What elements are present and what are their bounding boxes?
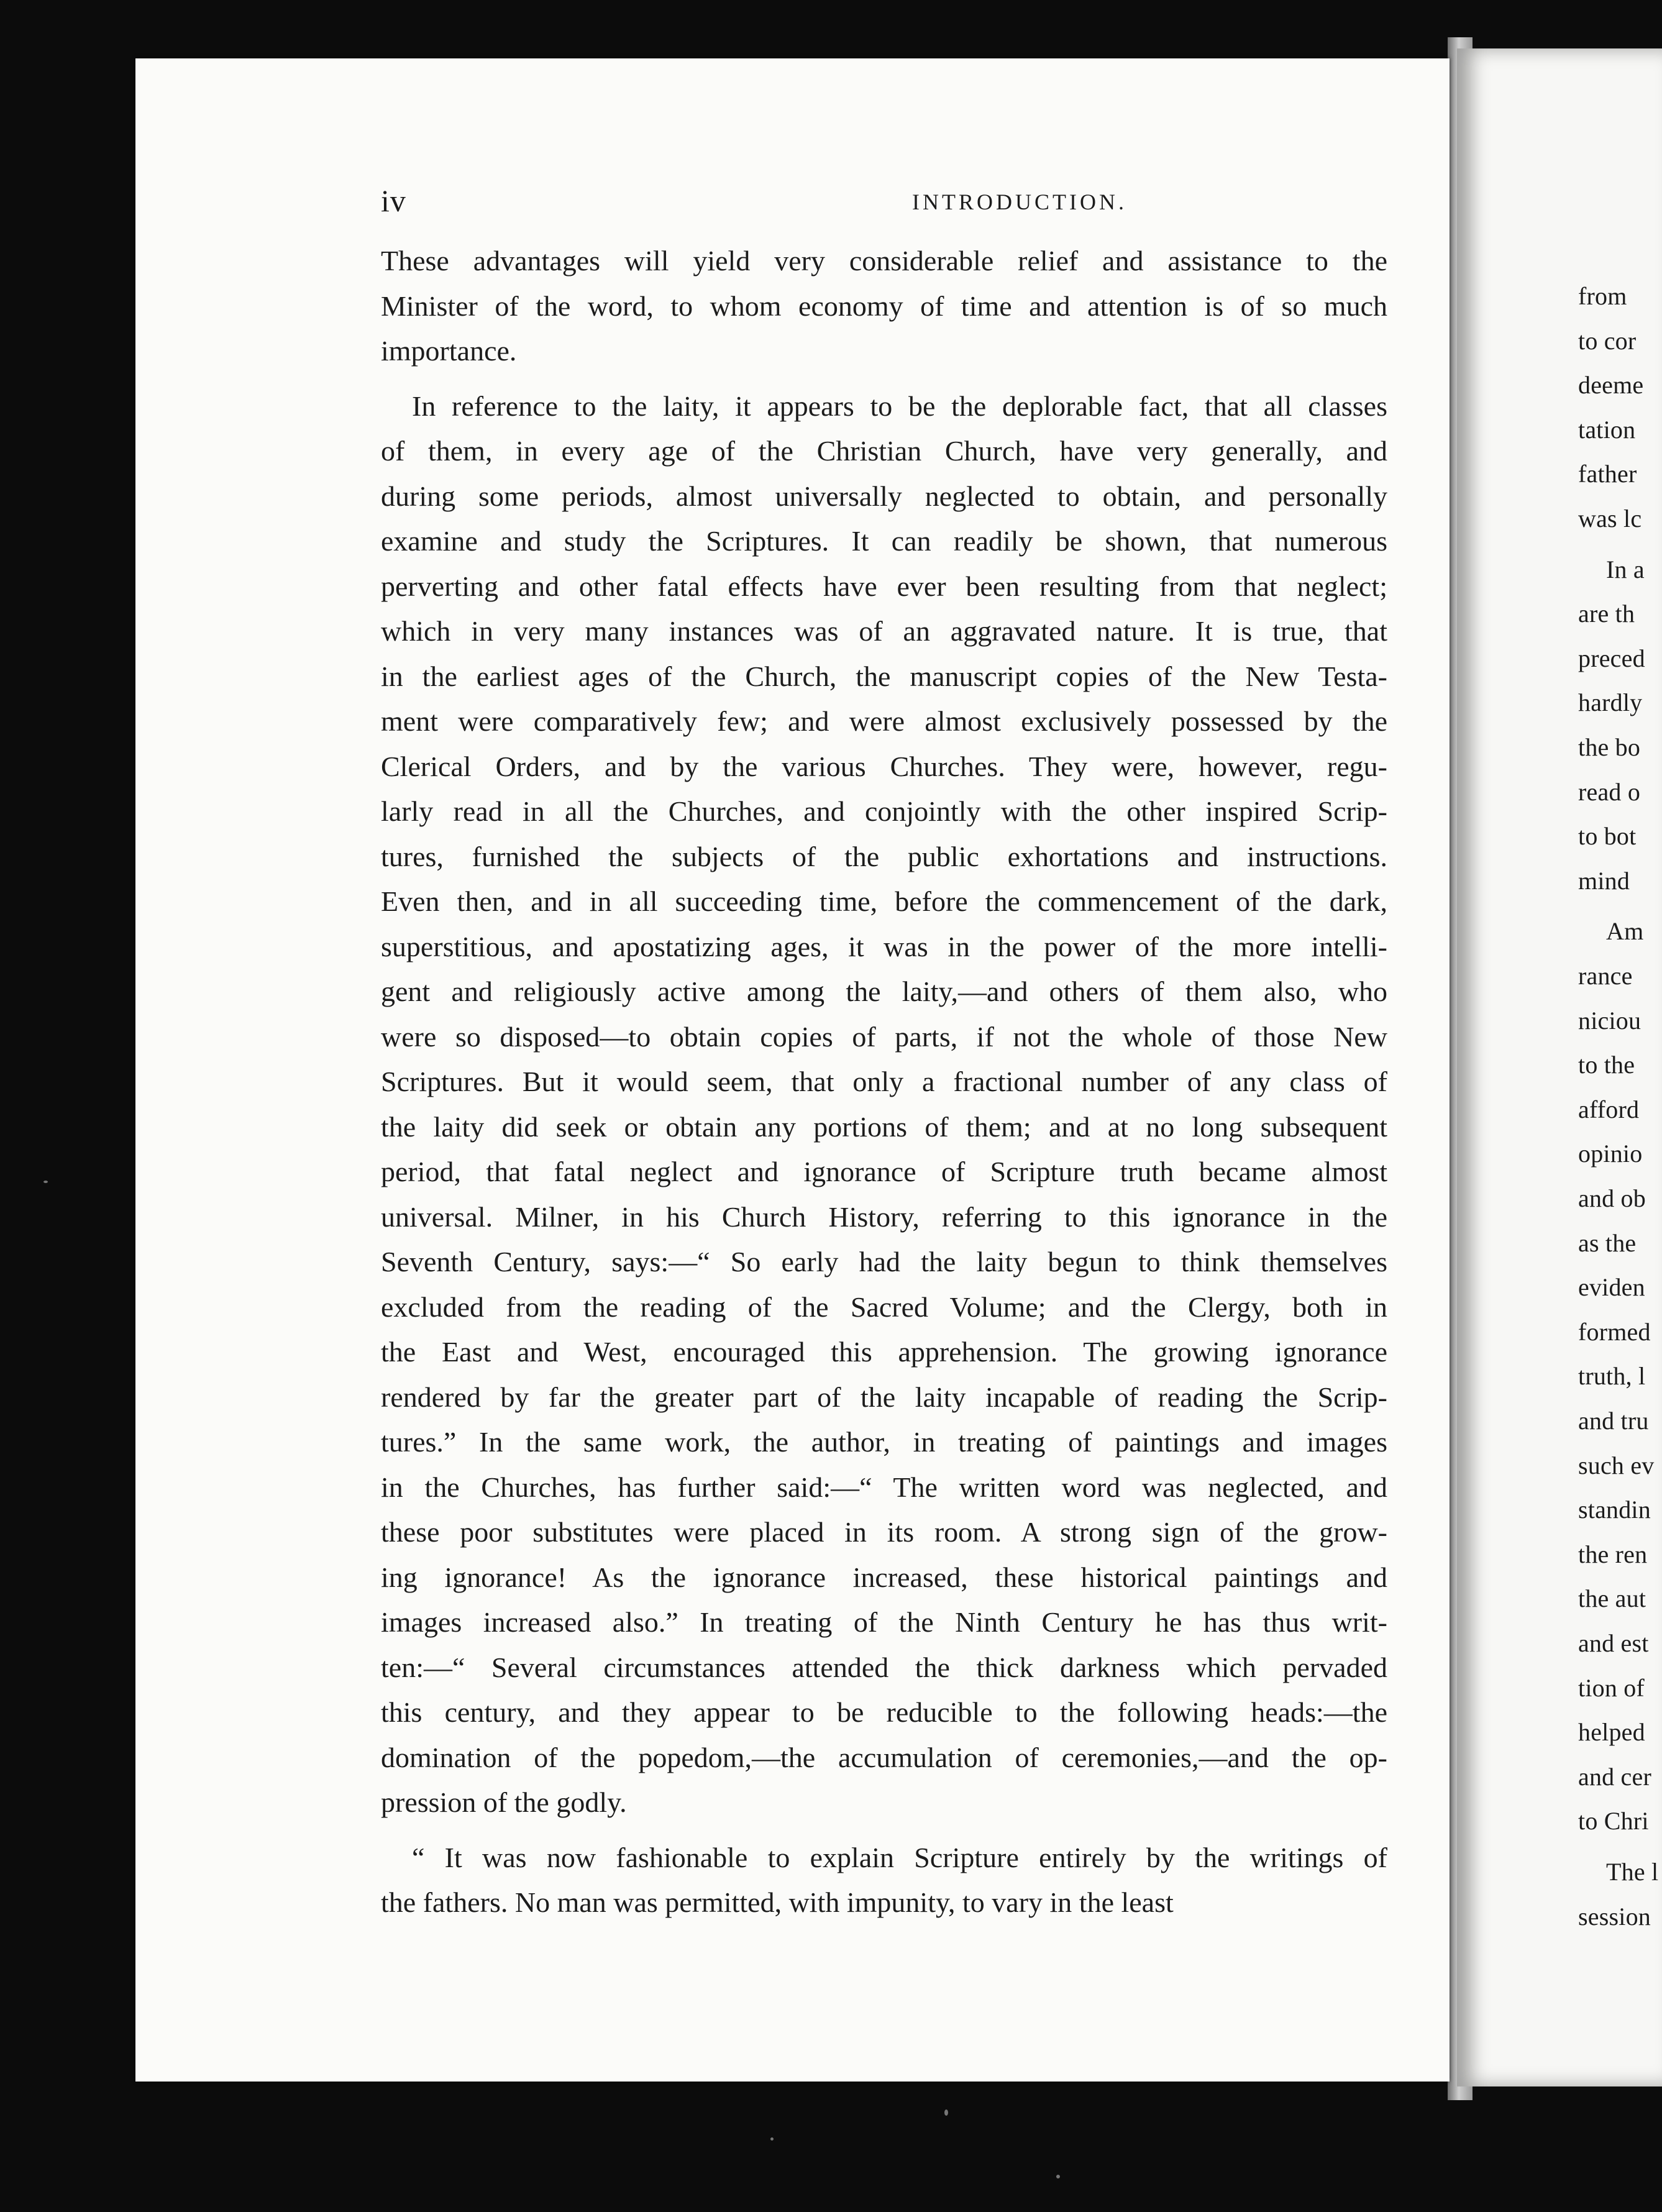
next-page-line: mind: [1578, 867, 1630, 895]
text-line: universal. Milner, in his Church History, referring to this ignorance in the: [381, 1200, 1387, 1233]
next-page-line: Am: [1606, 917, 1644, 945]
text-line: domination of the popedom,—the accumulation of ceremonies,—and the op-: [381, 1741, 1387, 1773]
text-line: Even then, and in all succeeding time, before the commencement of the dark,: [381, 885, 1387, 917]
next-page-line: opinio: [1578, 1140, 1643, 1168]
next-page-line: to the: [1578, 1051, 1635, 1079]
text-line: pression of the godly.: [381, 1786, 627, 1818]
text-line: superstitious, and apostatizing ages, it was in the power of the more intelli-: [381, 930, 1387, 962]
text-line: ten:—“ Several circumstances attended the thick darkness which pervaded: [381, 1651, 1387, 1683]
next-page-line: niciou: [1578, 1007, 1641, 1035]
next-page-line: truth, l: [1578, 1362, 1646, 1390]
text-line: rendered by far the greater part of the laity incapable of reading the Scrip-: [381, 1381, 1387, 1413]
text-line: examine and study the Scriptures. It can readily be shown, that numerous: [381, 525, 1387, 557]
next-page-line: to Chri: [1578, 1807, 1649, 1835]
text-line: the laity did seek or obtain any portions of them; and at no long subsequent: [381, 1110, 1387, 1143]
next-page-line: tion of: [1578, 1674, 1645, 1702]
next-page-line: and tru: [1578, 1407, 1649, 1435]
text-line: In reference to the laity, it appears to be the deplorable fact, that all classes: [412, 390, 1387, 422]
text-line: Minister of the word, to whom economy of time and attention is of so much: [381, 290, 1387, 322]
next-page-line: from: [1578, 282, 1627, 310]
next-page-line: the ren: [1578, 1540, 1648, 1568]
text-line: importance.: [381, 335, 517, 367]
next-page-line: tation: [1578, 416, 1636, 444]
text-line: ing ignorance! As the ignorance increased, these historical paintings and: [381, 1561, 1387, 1593]
text-line: Clerical Orders, and by the various Churches. They were, however, regu-: [381, 750, 1387, 782]
next-page-line: afford: [1578, 1095, 1640, 1123]
scan-speck: [1056, 2175, 1060, 2178]
text-line: larly read in all the Churches, and conjointly with the other inspired Scrip-: [381, 795, 1387, 827]
next-page-line: standin: [1578, 1496, 1651, 1524]
next-page-line: such ev: [1578, 1451, 1655, 1479]
text-line: of them, in every age of the Christian Church, have very generally, and: [381, 435, 1387, 467]
next-page-line: to cor: [1578, 327, 1637, 355]
paragraph-gap: [381, 374, 1387, 384]
text-line: These advantages will yield very considerable relief and assistance to the: [381, 245, 1387, 276]
text-line: period, that fatal neglect and ignorance of Scripture truth became almost: [381, 1156, 1387, 1187]
next-page-fragment: [1457, 48, 1662, 2086]
text-line: during some periods, almost universally neglected to obtain, and personally: [381, 480, 1387, 512]
next-page-line: are th: [1578, 600, 1635, 628]
next-page-line: the bo: [1578, 733, 1641, 761]
next-page-line: to bot: [1578, 822, 1637, 850]
text-line: tures.” In the same work, the author, in treating of paintings and images: [381, 1426, 1387, 1458]
next-page-line: father: [1578, 460, 1637, 488]
next-page-line: session: [1578, 1903, 1651, 1931]
scan-speck: [770, 2137, 774, 2141]
running-title: INTRODUCTION.: [912, 190, 1127, 214]
text-line: gent and religiously active among the laity,—and others of them also, who: [381, 976, 1387, 1007]
next-page-line: as the: [1578, 1229, 1637, 1257]
text-line: ment were comparatively few; and were almost exclusively possessed by the: [381, 705, 1387, 737]
book-page: [135, 58, 1450, 2082]
scan-speck: [43, 1181, 48, 1183]
next-page-line: formed: [1578, 1318, 1651, 1346]
next-page-line: the aut: [1578, 1584, 1646, 1612]
text-line: in the Churches, has further said:—“ The written word was neglected, and: [381, 1471, 1387, 1503]
text-line: the East and West, encouraged this apprehension. The growing ignorance: [381, 1336, 1387, 1368]
text-line: the fathers. No man was permitted, with impunity, to vary in the least: [381, 1886, 1174, 1918]
next-page-line: rance: [1578, 962, 1633, 990]
text-line: in the earliest ages of the Church, the manuscript copies of the New Testa-: [381, 660, 1387, 692]
next-page-line: was lc: [1578, 505, 1642, 532]
text-line: excluded from the reading of the Sacred Volume; and the Clergy, both in: [381, 1291, 1387, 1323]
text-line: Scriptures. But it would seem, that only a fractional number of any class of: [381, 1066, 1387, 1097]
text-line: “ It was now fashionable to explain Scripture entirely by the writings of: [412, 1841, 1387, 1873]
text-line: which in very many instances was of an aggravated nature. It is true, that: [381, 615, 1387, 647]
next-page-line: and est: [1578, 1629, 1649, 1657]
text-line: were so disposed—to obtain copies of parts, if not the whole of those New: [381, 1020, 1387, 1053]
scan-speck: [944, 2109, 948, 2116]
next-page-line: In a: [1606, 555, 1645, 583]
text-line: images increased also.” In treating of the Ninth Century he has thus writ-: [381, 1606, 1387, 1638]
text-line: tures, furnished the subjects of the public exhortations and instructions.: [381, 840, 1387, 872]
next-page-line: deeme: [1578, 371, 1644, 399]
next-page-line: eviden: [1578, 1273, 1645, 1301]
next-page-line: helped: [1578, 1718, 1645, 1746]
body-text: [381, 239, 1387, 1926]
next-page-line: hardly: [1578, 688, 1643, 716]
paragraph-gap: [381, 1826, 1387, 1835]
text-line: perverting and other fatal effects have ever been resulting from that neglect;: [381, 570, 1387, 602]
next-page-line: The l: [1606, 1858, 1659, 1886]
next-page-line: and ob: [1578, 1184, 1646, 1212]
next-page-line: read o: [1578, 778, 1641, 806]
text-line: Seventh Century, says:—“ So early had the laity begun to think themselves: [381, 1246, 1387, 1277]
text-line: this century, and they appear to be reducible to the following heads:—the: [381, 1696, 1387, 1728]
text-line: these poor substitutes were placed in its room. A strong sign of the grow-: [381, 1516, 1387, 1548]
page-number: iv: [381, 183, 406, 218]
next-page-line: preced: [1578, 644, 1645, 672]
next-page-line: and cer: [1578, 1763, 1651, 1791]
